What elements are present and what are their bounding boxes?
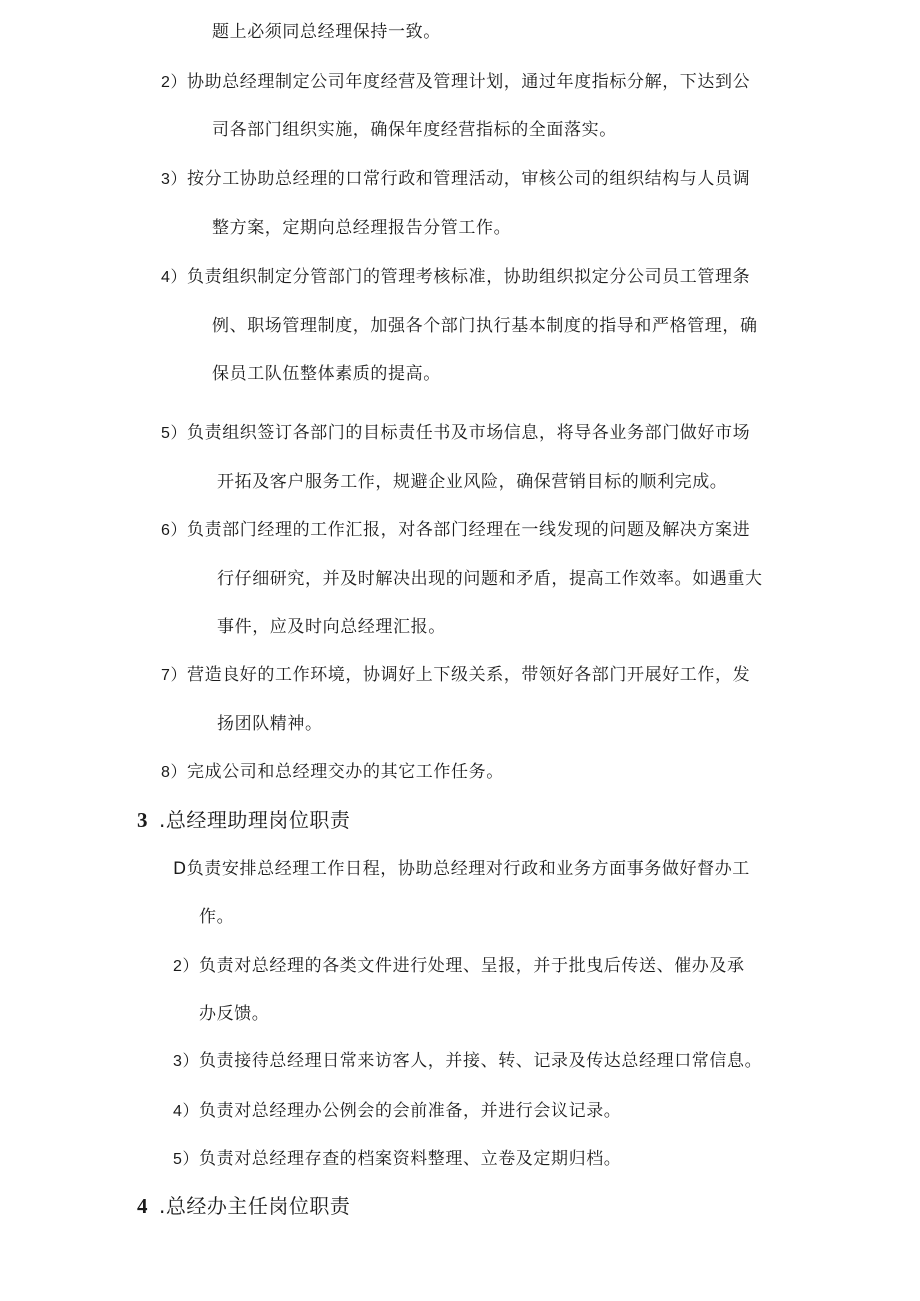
list-item-2-6-line3: 事件，应及时向总经理汇报。 — [217, 617, 446, 637]
list-item-2-3: 3）按分工协助总经理的口常行政和管理活动，审核公司的组织结构与人员调 — [161, 167, 750, 192]
section-3-heading: 3 .总经理助理岗位职责 — [137, 808, 351, 832]
list-item-2-7: 7）营造良好的工作环境，协调好上下级关系，带领好各部门开展好工作，发 — [161, 663, 750, 688]
list-item-2-3-line2: 整方案，定期向总经理报告分管工作。 — [212, 218, 512, 238]
section-4-heading: 4 .总经办主任岗位职责 — [137, 1194, 351, 1218]
list-number: 8） — [161, 764, 188, 781]
list-item-3-5: 5）负责对总经理存查的档案资料整理、立卷及定期归档。 — [173, 1147, 621, 1172]
list-item-3-1-line2: 作。 — [199, 907, 235, 927]
list-item-2-2-line2: 司各部门组织实施，确保年度经营指标的全面落实。 — [212, 120, 617, 140]
list-item-2-5: 5）负责组织签订各部门的目标责任书及市场信息，将导各业务部门做好市场 — [161, 421, 750, 446]
list-item-3-4: 4）负责对总经理办公例会的会前准备，并进行会议记录。 — [173, 1099, 621, 1124]
list-item-2-6-line2: 行仔细研究，并及时解决出现的问题和矛盾，提高工作效率。如遇重大 — [217, 569, 763, 589]
list-number: 5） — [173, 1151, 200, 1168]
list-item-3-2-line2: 办反馈。 — [199, 1004, 270, 1024]
list-number: 3） — [173, 1053, 200, 1070]
list-number: 2） — [173, 958, 200, 975]
list-number: 5） — [161, 425, 188, 442]
list-number: 2） — [161, 74, 188, 91]
list-item-2-4: 4）负责组织制定分管部门的管理考核标准，协助组织拟定分公司员工管理条 — [161, 265, 750, 290]
list-number: 6） — [161, 522, 188, 539]
list-item-2-6: 6）负责部门经理的工作汇报，对各部门经理在一线发现的问题及解决方案进 — [161, 518, 750, 543]
list-item-3-2: 2）负责对总经理的各类文件进行处理、呈报，并于批曳后传送、催办及承 — [173, 954, 745, 979]
list-number: 7） — [161, 667, 188, 684]
list-number: 3） — [161, 171, 188, 188]
list-item-2-4-line2: 例、职场管理制度，加强各个部门执行基本制度的指导和严格管理，确 — [212, 316, 758, 336]
list-item-2-7-line2: 扬团队精神。 — [217, 714, 323, 734]
list-item-2-8: 8）完成公司和总经理交办的其它工作任务。 — [161, 760, 504, 785]
list-number: 4） — [173, 1103, 200, 1120]
list-number: D — [173, 859, 187, 879]
list-item-3-3: 3）负责接待总经理日常来访客人，并接、转、记录及传达总经理口常信息。 — [173, 1049, 762, 1074]
list-item-2-1-continuation: 题上必须同总经理保持一致。 — [212, 22, 441, 42]
list-number: 4） — [161, 269, 188, 286]
list-item-2-5-line2: 开拓及客户服务工作，规避企业风险，确保营销目标的顺利完成。 — [217, 472, 728, 492]
list-item-3-1: D负责安排总经理工作日程，协助总经理对行政和业务方面事务做好督办工 — [173, 859, 750, 879]
list-item-2-2: 2）协助总经理制定公司年度经营及管理计划，通过年度指标分解，下达到公 — [161, 70, 750, 95]
list-item-2-4-line3: 保员工队伍整体素质的提高。 — [212, 364, 441, 384]
